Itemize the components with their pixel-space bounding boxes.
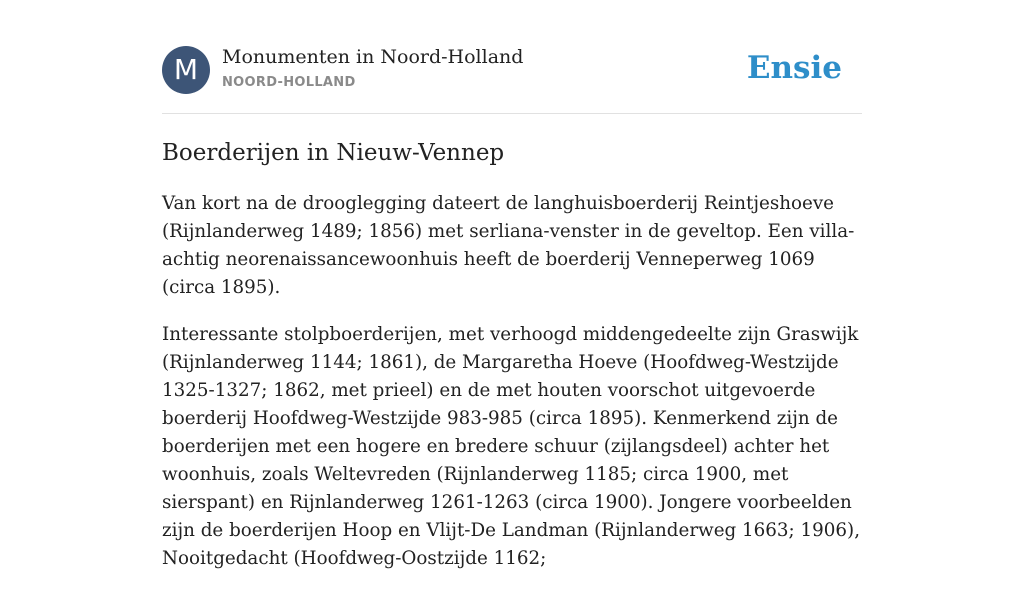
source-title[interactable]: Monumenten in Noord-Holland: [222, 46, 524, 68]
article-title: Boerderijen in Nieuw-Vennep: [162, 140, 505, 166]
article-paragraph: Interessante stolpboerderijen, met verhoogd middengedeelte zijn Graswijk (Rijnlanderweg 1144; 1861), de Margaretha Hoeve (Hoofdweg-Westzijde 1325-1327; 1862, met prieel) en de met houten voorschot uitgevoerde boerderij Hoofdweg-Westzijde 983-985 (circa 1895). Kenmerkend zijn de boerderijen met een hogere en bredere schuur (zijlangsdeel) achter het woonhuis, zoals Weltevreden (Rijnlanderweg 1185; circa 1900, met sierspant) en Rijnlanderweg 1261-1263 (circa 1900). Jongere voorbeelden zijn de boerderijen Hoop en Vlijt-De Landman (Rijnlanderweg 1663; 1906), Nooitgedacht (Hoofdweg-Oostzijde 1162;: [162, 324, 860, 569]
article-paragraph: Van kort na de drooglegging dateert de langhuisboerderij Reintjeshoeve (Rijnlanderweg 1489; 1856) met serliana-venster in de geveltop. Een villa-achtig neorenaissancewoonhuis heeft de boerderij Venneperweg 1069 (circa 1895).: [162, 193, 855, 298]
source-avatar[interactable]: M: [162, 46, 210, 94]
source-subtitle: NOORD-HOLLAND: [222, 75, 356, 90]
article: [162, 136, 862, 592]
header-divider: [162, 113, 862, 114]
source-header: [162, 46, 862, 96]
brand-logo[interactable]: Ensie: [746, 50, 842, 86]
